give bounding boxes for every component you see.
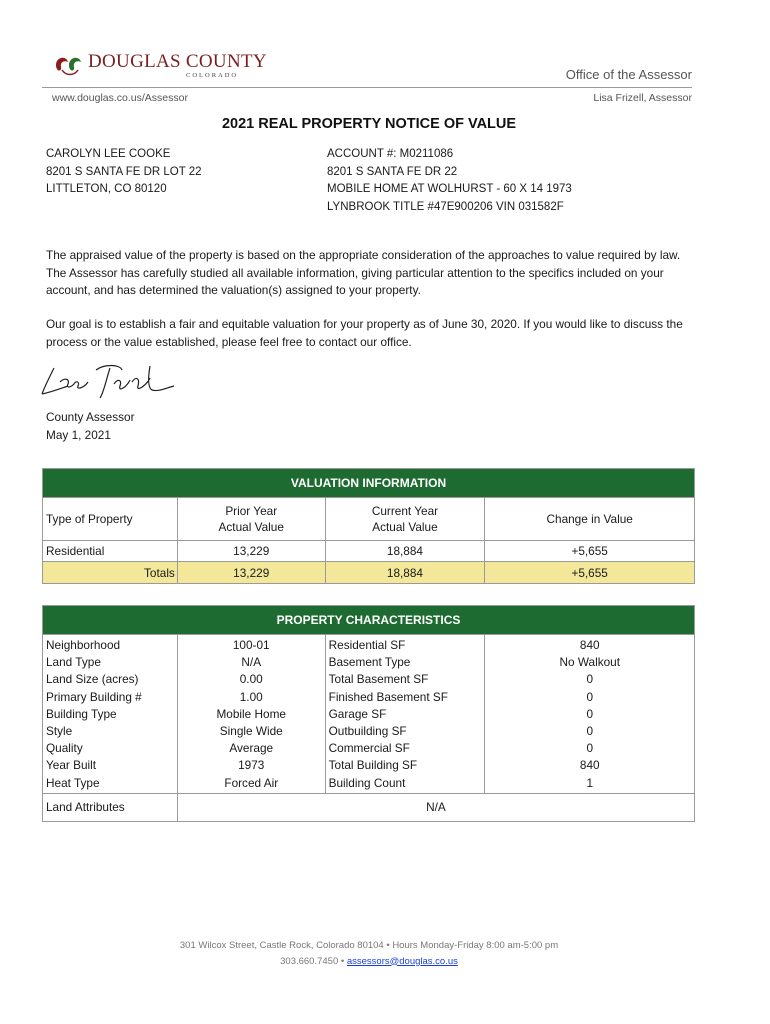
footer-phone: 303.660.7450 •: [280, 955, 347, 967]
right-labels: [325, 635, 485, 794]
account-description-2: LYNBROOK TITLE #47E900206 VIN 031582F: [327, 200, 564, 213]
characteristic-line: Residential SF: [328, 638, 406, 652]
characteristic-line: Single Wide: [219, 724, 283, 739]
account-address: 8201 S SANTA FE DR 22: [327, 165, 458, 178]
characteristic-line: Year Built: [46, 758, 97, 773]
owner-address-line1: 8201 S SANTA FE DR LOT 22: [46, 165, 202, 178]
characteristic-line: 0: [586, 724, 594, 739]
col-prior-line1: Prior Year: [225, 504, 278, 518]
land-attributes-value: N/A: [177, 793, 694, 821]
county-logo: [52, 52, 267, 82]
characteristic-line: Total Basement SF: [328, 672, 429, 687]
row-current-value: 18,884: [325, 541, 485, 562]
characteristic-line: 0: [586, 706, 594, 721]
characteristic-line: 100-01: [232, 638, 270, 652]
assessor-signature: [40, 358, 180, 400]
signer-title: County Assessor: [46, 410, 135, 424]
characteristics-heading: PROPERTY CHARACTERISTICS: [43, 606, 695, 635]
characteristic-line: Mobile Home: [216, 706, 286, 721]
col-type-of-property: Type of Property: [43, 498, 178, 541]
characteristic-line: Building Count: [328, 775, 406, 790]
characteristic-line: Forced Air: [224, 775, 279, 790]
characteristic-line: Finished Basement SF: [328, 689, 448, 704]
logo-name: DOUGLAS COUNTY: [88, 51, 267, 72]
notice-date: May 1, 2021: [46, 428, 111, 442]
characteristic-line: No Walkout: [559, 655, 621, 670]
row-type: Residential: [43, 541, 178, 562]
characteristic-line: Land Size (acres): [46, 672, 139, 687]
left-values: [177, 635, 325, 794]
characteristic-line: Average: [229, 741, 274, 756]
characteristic-line: 0: [586, 672, 594, 687]
col-current-year: [325, 498, 485, 541]
land-attributes-label: Land Attributes: [43, 793, 178, 821]
totals-current: 18,884: [325, 562, 485, 584]
characteristic-line: Building Type: [46, 706, 117, 721]
footer-address: 301 Wilcox Street, Castle Rock, Colorado 80104 • Hours Monday-Friday 8:00 am-5:00 pm: [179, 940, 559, 951]
office-title: Office of the Assessor: [565, 67, 692, 82]
characteristic-line: Quality: [46, 741, 83, 756]
goal-paragraph: Our goal is to establish a fair and equitable valuation for your property as of June 30, 2020. If you would like to discuss the process or the value established, please feel free to contact our office.: [46, 317, 683, 349]
characteristic-line: Neighborhood: [46, 638, 121, 652]
totals-prior: 13,229: [177, 562, 325, 584]
valuation-table: [42, 468, 695, 584]
signature-block: [46, 408, 135, 444]
logo-sub: COLORADO: [186, 72, 239, 79]
totals-change: +5,655: [485, 562, 695, 584]
characteristic-line: 0: [586, 741, 594, 756]
characteristic-line: 0: [586, 689, 594, 704]
logo-mark-icon: [52, 52, 86, 78]
intro-paragraph: The appraised value of the property is based on the appropriate consideration of the approaches to value required by law. The Assessor has carefully studied all available information, giving particular attention to the specifics included on your account, and has determined the valuation(s) assigned to your property.: [46, 248, 681, 297]
email-link[interactable]: assessors@douglas.co.us: [346, 955, 458, 967]
characteristic-line: 1.00: [239, 689, 263, 704]
characteristic-line: 840: [579, 758, 600, 773]
page-title: 2021 REAL PROPERTY NOTICE OF VALUE: [221, 116, 517, 132]
col-prior-year: [177, 498, 325, 541]
footer-contact: [0, 954, 738, 970]
owner-address: [46, 146, 202, 199]
account-info: [327, 146, 572, 216]
account-description-1: MOBILE HOME AT WOLHURST - 60 X 14 1973: [327, 183, 572, 195]
characteristic-line: Heat Type: [46, 775, 100, 790]
website-link[interactable]: www.douglas.co.us/Assessor: [52, 92, 188, 104]
characteristic-line: 840: [579, 638, 600, 652]
col-current-line2: Actual Value: [372, 520, 438, 534]
characteristic-line: 1973: [238, 758, 265, 773]
right-values: [485, 635, 695, 794]
characteristic-line: 0.00: [239, 672, 263, 687]
characteristic-line: Commercial SF: [328, 741, 410, 756]
col-prior-line2: Actual Value: [218, 520, 284, 534]
account-number: ACCOUNT #: M0211086: [327, 148, 454, 160]
col-change-in-value: Change in Value: [485, 498, 695, 541]
owner-address-line2: LITTLETON, CO 80120: [46, 183, 167, 195]
row-change-value: +5,655: [485, 541, 695, 562]
valuation-heading: VALUATION INFORMATION: [43, 469, 695, 498]
characteristic-line: Style: [46, 724, 73, 739]
footer: [0, 938, 738, 969]
characteristic-line: Outbuilding SF: [328, 724, 407, 739]
characteristic-line: Total Building SF: [328, 758, 418, 773]
characteristics-table: [42, 605, 695, 822]
characteristic-line: N/A: [241, 655, 262, 670]
left-labels: [43, 635, 178, 794]
row-prior-value: 13,229: [177, 541, 325, 562]
owner-name: CAROLYN LEE COOKE: [46, 148, 171, 160]
characteristic-line: Primary Building #: [46, 689, 142, 704]
characteristic-line: Garage SF: [328, 706, 387, 721]
header-divider: [42, 87, 692, 88]
totals-label: Totals: [43, 562, 178, 584]
table-row: [43, 541, 695, 562]
characteristic-line: Land Type: [46, 655, 101, 670]
totals-row: [43, 562, 695, 584]
assessor-name: Lisa Frizell, Assessor: [593, 92, 692, 104]
characteristic-line: 1: [586, 775, 594, 790]
col-current-line1: Current Year: [371, 504, 439, 518]
characteristic-line: Basement Type: [328, 655, 411, 670]
